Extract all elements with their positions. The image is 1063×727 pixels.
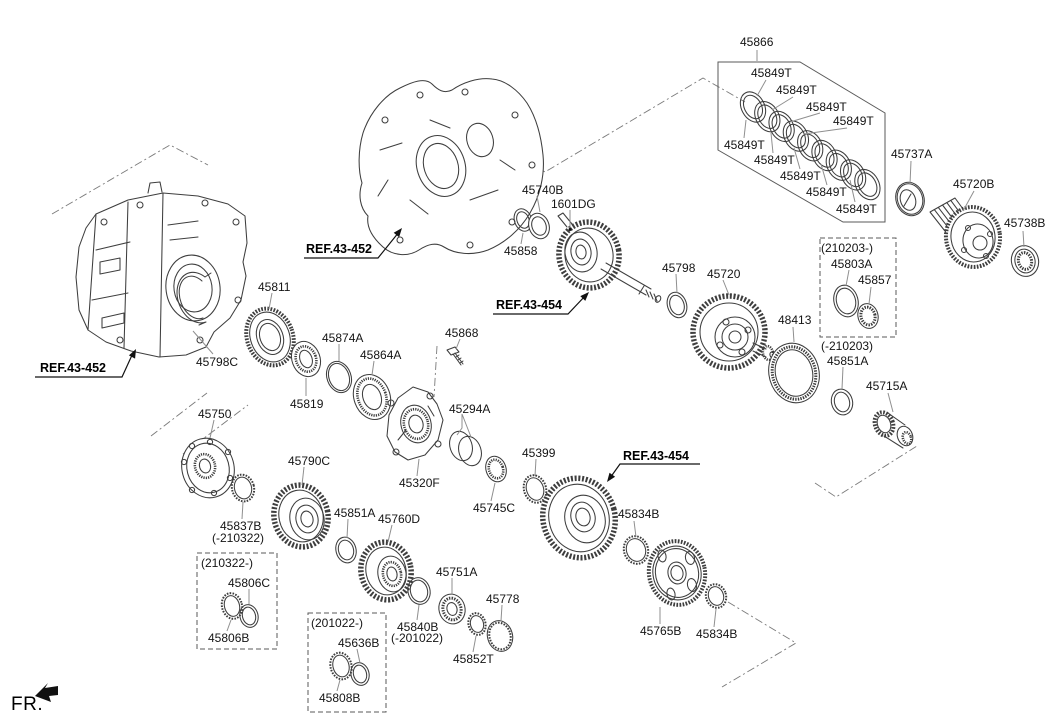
part-label-45720: 45720 (707, 267, 741, 281)
part-label-45849T: 45849T (751, 66, 792, 80)
rings-45808B-45636B (327, 650, 371, 687)
transaxle-case-drawing (76, 182, 247, 357)
part-label-45874A: 45874A (322, 331, 364, 345)
rings-45806 (219, 591, 261, 630)
ring-45852T (466, 611, 488, 637)
part-label-45715A: 45715A (866, 379, 908, 393)
ring-45778 (484, 618, 516, 654)
final-drive-gear-45720B (930, 198, 1004, 270)
part-label-45852T: 45852T (453, 652, 494, 666)
part-label-45320F: 45320F (399, 476, 440, 490)
part-label-45803A: 45803A (831, 257, 873, 271)
ref-label-43-452: REF.43-452 (40, 361, 107, 375)
front-direction-label: FR. (11, 694, 44, 715)
planetary-drum-ref454 (534, 470, 624, 566)
bearing-45738B (1008, 243, 1042, 280)
part-label-45806C: 45806C (228, 576, 271, 590)
variant-label-210322-before: (-210322) (212, 531, 265, 545)
drum-45790C (268, 480, 334, 552)
variant-label-210203-after: (210203-) (821, 241, 874, 255)
flange-45750 (175, 432, 241, 503)
bolt-45868 (447, 347, 463, 365)
drum-45760D (356, 537, 417, 604)
part-label-45849T: 45849T (776, 83, 817, 97)
part-label-45834B: 45834B (696, 627, 738, 641)
ref-label-43-452: REF.43-452 (306, 242, 373, 256)
ring-45834B-lower (703, 581, 729, 610)
part-label-45798C: 45798C (196, 355, 239, 369)
pump-plate-45320F (387, 387, 443, 460)
bell-housing-drawing (359, 79, 543, 255)
ref-label-43-454: REF.43-454 (496, 298, 563, 312)
part-label-45868: 45868 (445, 326, 479, 340)
part-label-45857: 45857 (858, 273, 892, 287)
part-label-45765B: 45765B (640, 624, 682, 638)
part-label-45834B: 45834B (618, 507, 660, 521)
bearing-45737A (891, 179, 928, 220)
part-label-45808B: 45808B (319, 691, 361, 705)
part-label-48413: 48413 (778, 313, 812, 327)
part-label-45806B: 45806B (208, 631, 250, 645)
clutch-drum-45720 (693, 296, 775, 368)
part-label-45866: 45866 (740, 35, 774, 49)
ring-45851A-right (828, 387, 855, 418)
part-label-45864A: 45864A (360, 348, 402, 362)
bearing-45857 (855, 301, 881, 330)
part-label-45778: 45778 (486, 592, 520, 606)
part-label-1601DG: 1601DG (551, 197, 596, 211)
snap-ring-45874A (322, 358, 355, 396)
part-label-45294A: 45294A (449, 402, 491, 416)
part-label-45720B: 45720B (953, 177, 995, 191)
part-label-45790C: 45790C (288, 454, 331, 468)
snap-ring-45803A (830, 282, 861, 319)
snap-ring-45798 (664, 290, 690, 321)
part-label-45849T: 45849T (806, 185, 847, 199)
part-label-45737A: 45737A (891, 147, 933, 161)
variant-label-201022-after: (201022-) (311, 616, 364, 630)
gear-45715A (871, 410, 915, 448)
part-label-45751A: 45751A (436, 565, 478, 579)
bearing-45751A (436, 591, 469, 627)
part-label-45849T: 45849T (724, 138, 765, 152)
ring-45851A-left (333, 535, 359, 565)
part-label-45750: 45750 (198, 407, 232, 421)
part-label-45849T: 45849T (836, 202, 877, 216)
part-label-45636B: 45636B (338, 636, 380, 650)
part-label-45849T: 45849T (754, 153, 795, 167)
part-label-45849T: 45849T (833, 114, 874, 128)
part-label-45760D: 45760D (378, 512, 421, 526)
ring-gear-48413 (762, 338, 825, 408)
part-label-45851A: 45851A (827, 354, 869, 368)
part-label-45851A: 45851A (334, 506, 376, 520)
ring-45834B-upper (620, 533, 651, 567)
part-label-45740B: 45740B (522, 183, 564, 197)
bearing-45745C (482, 454, 509, 485)
seal-rings-45294A (446, 428, 485, 468)
part-label-45745C: 45745C (473, 501, 516, 515)
part-label-45837B: 45837B (220, 519, 262, 533)
part-label-45840B: 45840B (397, 620, 439, 634)
part-label-45858: 45858 (504, 244, 538, 258)
diff-gear-45765B (643, 536, 711, 610)
part-label-45811: 45811 (258, 280, 291, 294)
variant-label-201022-before: (-201022) (391, 631, 444, 645)
part-label-45849T: 45849T (806, 100, 847, 114)
part-label-45738B: 45738B (1004, 216, 1046, 230)
part-label-45399: 45399 (522, 446, 556, 460)
ref-label-43-454: REF.43-454 (623, 449, 690, 463)
part-label-45819: 45819 (290, 397, 324, 411)
variant-label-210203-before: (-210203) (821, 339, 874, 353)
part-label-45849T: 45849T (780, 169, 821, 183)
part-label-45798: 45798 (662, 261, 696, 275)
variant-label-210322-after: (210322-) (201, 556, 254, 570)
